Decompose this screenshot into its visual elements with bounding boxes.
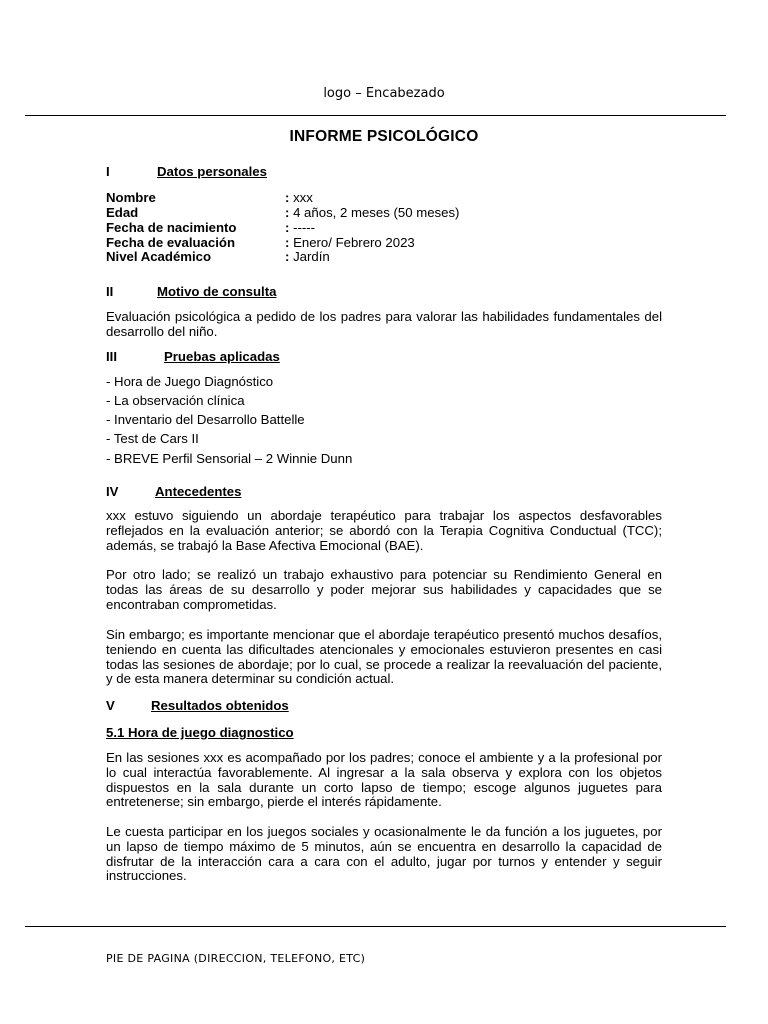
page-footer: PIE DE PAGINA (DIRECCION, TELEFONO, ETC)	[106, 952, 366, 965]
section-2-number: II	[106, 284, 114, 299]
section-4-number: IV	[106, 484, 119, 499]
antecedentes-paragraph: xxx estuvo siguiendo un abordaje terapéutico para trabajar los aspectos desfavorables reflejados en la evaluación anterior; se abordó con la Terapia Cognitiva Conductual (TCC); además, se trabajó la Base Afectiva Emocional (BAE).	[106, 508, 662, 553]
subsection-5-1-label: 5.1 Hora de juego diagnostico	[106, 725, 294, 740]
section-1-label: Datos personales	[157, 164, 267, 179]
motivo-paragraph: Evaluación psicológica a pedido de los padres para valorar las habilidades fundamentales del desarrollo del niño.	[106, 309, 662, 339]
footer-divider	[25, 926, 726, 927]
section-2-heading	[106, 284, 277, 299]
resultados-paragraph: En las sesiones xxx es acompañado por los padres; conoce el ambiente y a la profesional por lo cual interactúa favorablemente. Al ingresar a la sala observa y explora con los objetos dispuestos en la sala durante un corto lapso de tiempo; escoge algunos juguetes para entretenerse; sin embargo, pierde el interés rápidamente.	[106, 750, 662, 810]
section-4-label: Antecedentes	[155, 484, 242, 499]
personal-data-key: Nivel Académico	[106, 249, 212, 264]
personal-data-value: 4 años, 2 meses (50 meses)	[293, 205, 460, 220]
personal-data-value: xxx	[293, 190, 313, 205]
section-3-heading	[106, 349, 280, 364]
personal-data-key: Edad	[106, 205, 139, 220]
personal-data-row: Fecha de evaluación : Enero/ Febrero 2023	[106, 235, 415, 250]
document-title: INFORME PSICOLÓGICO	[289, 128, 479, 145]
section-1-number: I	[106, 164, 110, 179]
personal-data-row: Fecha de nacimiento : -----	[106, 220, 316, 235]
personal-data-value: -----	[293, 220, 316, 235]
personal-data-key: Nombre	[106, 190, 156, 205]
section-2-label: Motivo de consulta	[157, 284, 277, 299]
section-5-number: V	[106, 698, 115, 713]
personal-data-row: Nombre : xxx	[106, 190, 313, 205]
section-1-heading	[106, 164, 267, 179]
resultados-paragraph: Le cuesta participar en los juegos sociales y ocasionalmente le da función a los juguetes, por un lapso de tiempo máximo de 5 minutos, aún se encuentra en desarrollo la capacidad de disfrutar de la interacción cara a cara con el adulto, jugar por turnos y entender y seguir instrucciones.	[106, 824, 662, 884]
antecedentes-paragraph: Sin embargo; es importante mencionar que el abordaje terapéutico presentó muchos desafíos, teniendo en cuenta las dificultades atencionales y emocionales estuvieron presentes en casi todas las sesiones de abordaje; por lo cual, se procede a realizar la reevaluación del paciente, y de esta manera determinar su condición actual.	[106, 627, 662, 687]
personal-data-row: Edad : 4 años, 2 meses (50 meses)	[106, 205, 460, 220]
list-item: - La observación clínica	[106, 393, 245, 408]
personal-data-key: Fecha de nacimiento	[106, 220, 237, 235]
list-item: - BREVE Perfil Sensorial – 2 Winnie Dunn	[106, 451, 353, 466]
section-3-label: Pruebas aplicadas	[164, 349, 280, 364]
section-5-heading	[106, 698, 289, 713]
list-item: - Inventario del Desarrollo Battelle	[106, 412, 305, 427]
section-3-number: III	[106, 349, 117, 364]
list-item: - Test de Cars II	[106, 431, 199, 446]
personal-data-key: Fecha de evaluación	[106, 235, 235, 250]
header-divider	[25, 115, 726, 116]
personal-data-value: Enero/ Febrero 2023	[293, 235, 415, 250]
personal-data-row: Nivel Académico : Jardín	[106, 249, 330, 264]
personal-data-value: Jardín	[293, 249, 330, 264]
page-header: logo – Encabezado	[323, 86, 445, 101]
section-4-heading	[106, 484, 242, 499]
list-item: - Hora de Juego Diagnóstico	[106, 374, 274, 389]
section-5-label: Resultados obtenidos	[151, 698, 289, 713]
antecedentes-paragraph: Por otro lado; se realizó un trabajo exhaustivo para potenciar su Rendimiento General en todas las áreas de su desarrollo y poder mejorar sus habilidades y capacidades que se encontraban comprometidas.	[106, 567, 662, 612]
